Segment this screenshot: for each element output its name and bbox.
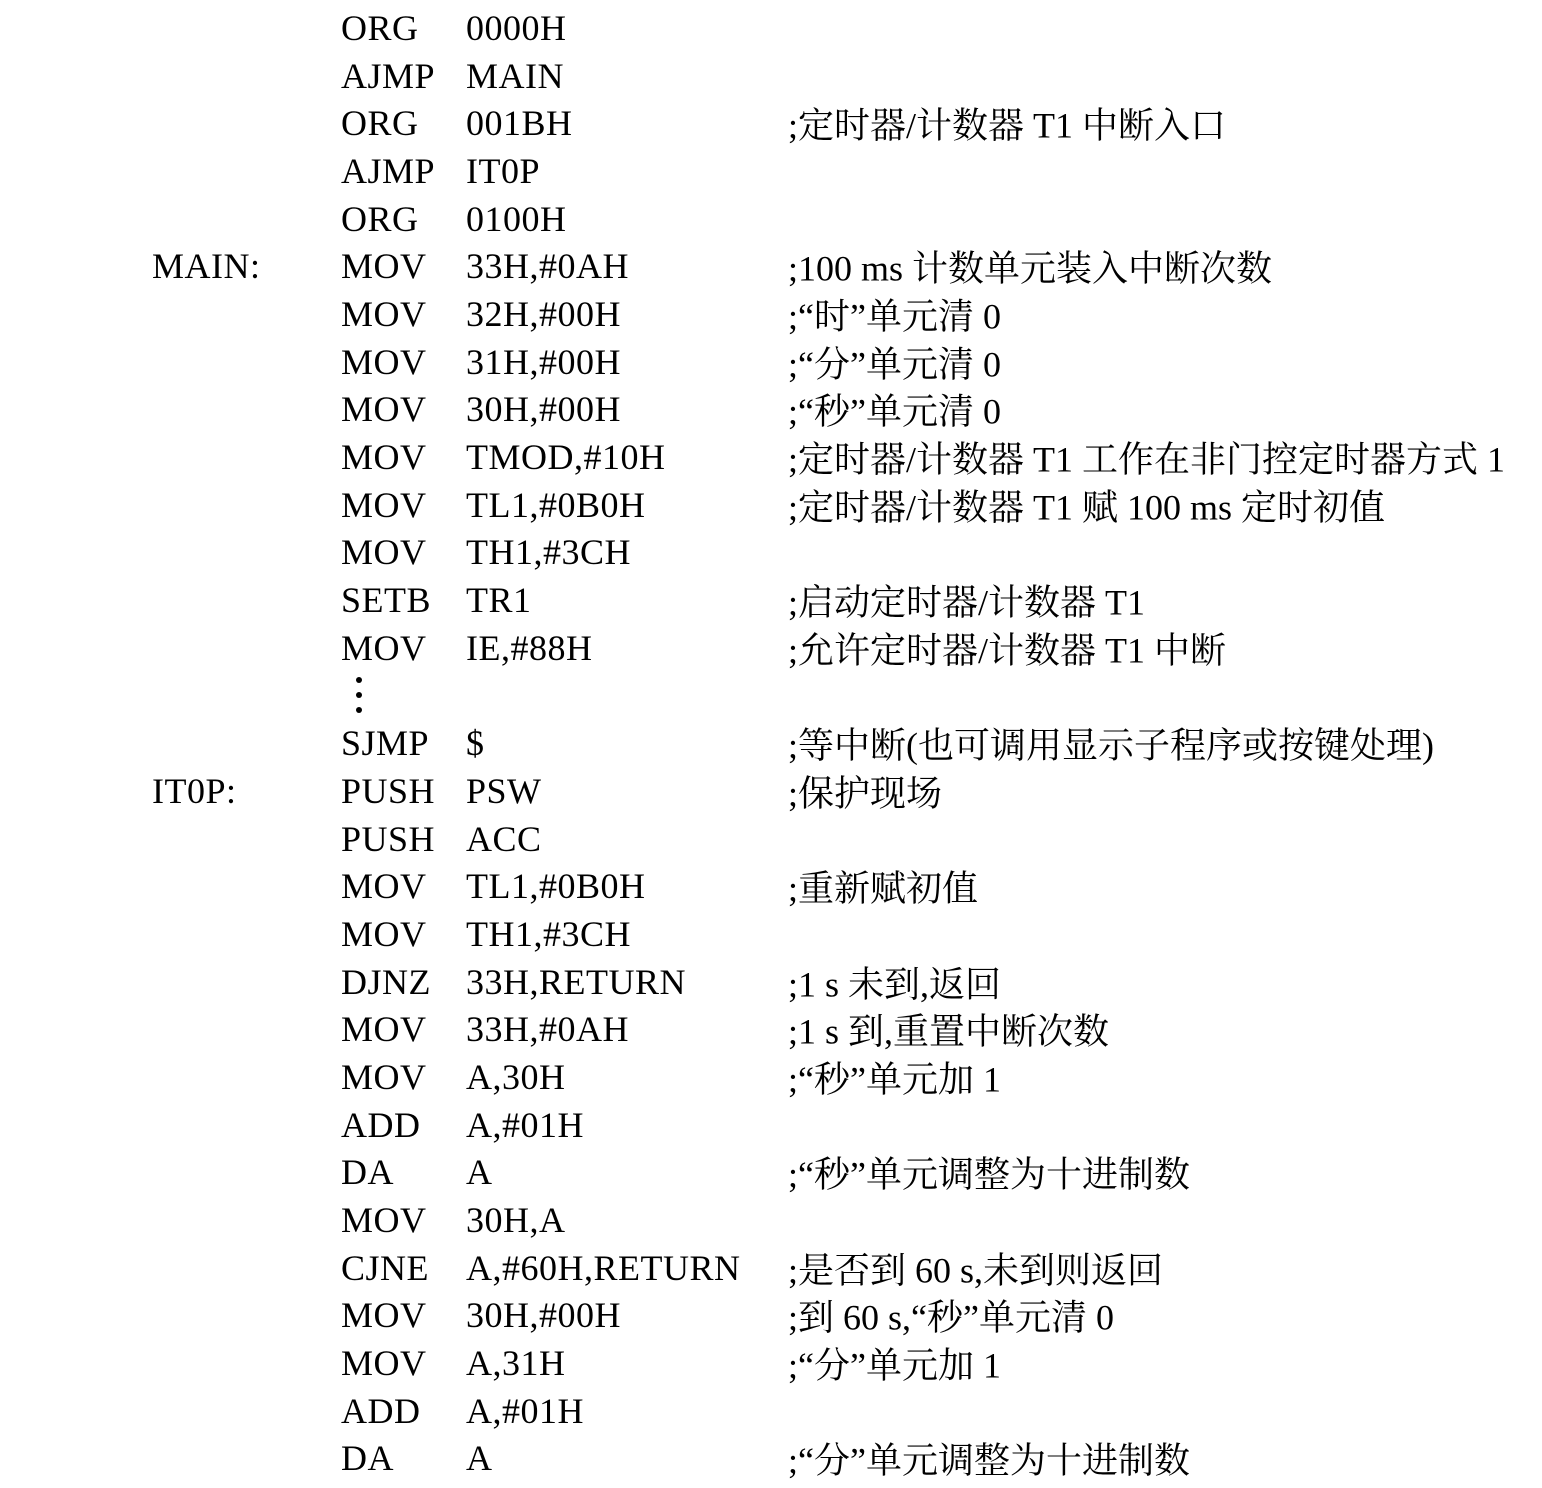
opcode-text: MOV [341, 627, 427, 668]
comment-text: ;允许定时器/计数器 T1 中断 [788, 630, 1226, 671]
code-line [0, 52, 1542, 100]
code-line [0, 4, 1542, 52]
opcode-text: MOV [341, 484, 427, 525]
opcode-text: MOV [341, 532, 427, 573]
operand-text: 33H,#0AH [466, 1009, 629, 1050]
comment-text: ;等中断(也可调用显示子程序或按键处理) [788, 725, 1434, 766]
code-line [0, 386, 1542, 434]
code-line [0, 1339, 1542, 1387]
opcode-text: PUSH [341, 770, 436, 811]
code-line [0, 1435, 1542, 1483]
operand-text: A,#01H [466, 1390, 584, 1431]
code-line [0, 1053, 1542, 1101]
opcode-text: ORG [341, 198, 419, 239]
operand-text: 31H,#00H [466, 341, 621, 382]
operand-text: A [466, 1438, 493, 1479]
code-line [0, 242, 1542, 290]
opcode-text: MOV [341, 1295, 427, 1336]
code-label: IT0P: [152, 770, 237, 811]
opcode-text: MOV [341, 866, 427, 907]
code-line [0, 576, 1542, 624]
opcode-text: ORG [341, 103, 419, 144]
code-line [0, 481, 1542, 529]
code-line [0, 862, 1542, 910]
code-line [0, 672, 1542, 720]
opcode-text: MOV [341, 341, 427, 382]
code-line [0, 99, 1542, 147]
code-line [0, 433, 1542, 481]
code-line [0, 1196, 1542, 1244]
opcode-text: ADD [341, 1390, 421, 1431]
opcode-text: MOV [341, 246, 427, 287]
operand-text: 32H,#00H [466, 293, 621, 334]
opcode-text: MOV [341, 1343, 427, 1384]
opcode-text: MOV [341, 913, 427, 954]
operand-text: A [466, 1152, 493, 1193]
opcode-text: SJMP [341, 723, 430, 764]
operand-text: TH1,#3CH [466, 913, 631, 954]
comment-text: ;保护现场 [788, 773, 943, 814]
operand-text: TMOD,#10H [466, 437, 666, 478]
opcode-text: MOV [341, 1009, 427, 1050]
code-line [0, 195, 1542, 243]
operand-text: MAIN [466, 55, 564, 96]
operand-text: 001BH [466, 103, 573, 144]
comment-text: ;启动定时器/计数器 T1 [788, 582, 1145, 623]
operand-text: A,31H [466, 1343, 566, 1384]
operand-text: 33H,#0AH [466, 246, 629, 287]
comment-text: ;到 60 s,“秒”单元清 0 [788, 1297, 1114, 1338]
comment-text: ;“秒”单元调整为十进制数 [788, 1154, 1190, 1195]
code-line [0, 958, 1542, 1006]
comment-text: ;“分”单元加 1 [788, 1345, 1001, 1386]
operand-text: TL1,#0B0H [466, 484, 646, 525]
code-line [0, 290, 1542, 338]
operand-text: PSW [466, 770, 542, 811]
operand-text: 0100H [466, 198, 567, 239]
operand-text: A,#01H [466, 1104, 584, 1145]
opcode-text: DA [341, 1152, 394, 1193]
operand-text: 33H,RETURN [466, 961, 686, 1002]
code-label: MAIN: [152, 246, 261, 287]
code-line [0, 1292, 1542, 1340]
comment-text: ;定时器/计数器 T1 中断入口 [788, 105, 1226, 146]
opcode-text: MOV [341, 389, 427, 430]
opcode-text: MOV [341, 1056, 427, 1097]
code-line [0, 767, 1542, 815]
operand-text: TH1,#3CH [466, 532, 631, 573]
opcode-text: MOV [341, 1200, 427, 1241]
code-line [0, 1101, 1542, 1149]
code-line [0, 815, 1542, 863]
comment-text: ;100 ms 计数单元装入中断次数 [788, 248, 1273, 289]
vertical-ellipsis-mark [356, 677, 362, 713]
code-line [0, 1387, 1542, 1435]
comment-text: ;“时”单元清 0 [788, 296, 1001, 337]
operand-text: A,#60H,RETURN [466, 1247, 741, 1288]
comment-text: ;1 s 未到,返回 [788, 964, 1002, 1005]
comment-text: ;重新赋初值 [788, 868, 979, 909]
code-line [0, 1005, 1542, 1053]
comment-text: ;定时器/计数器 T1 工作在非门控定时器方式 1 [788, 439, 1505, 480]
operand-text: $ [466, 723, 485, 764]
operand-text: TL1,#0B0H [466, 866, 646, 907]
assembly-code-listing [0, 4, 1542, 1488]
opcode-text: CJNE [341, 1247, 430, 1288]
opcode-text: AJMP [341, 55, 436, 96]
opcode-text: MOV [341, 293, 427, 334]
opcode-text: ADD [341, 1104, 421, 1145]
opcode-text: SETB [341, 580, 432, 621]
code-line [0, 147, 1542, 195]
opcode-text: ORG [341, 7, 419, 48]
comment-text: ;“秒”单元加 1 [788, 1059, 1001, 1100]
operand-text: 0000H [466, 7, 567, 48]
comment-text: ;“分”单元清 0 [788, 344, 1001, 385]
operand-text: IT0P [466, 150, 540, 191]
operand-text: IE,#88H [466, 627, 593, 668]
opcode-text: DJNZ [341, 961, 431, 1002]
comment-text: ;1 s 到,重置中断次数 [788, 1011, 1110, 1052]
operand-text: TR1 [466, 580, 532, 621]
comment-text: ;定时器/计数器 T1 赋 100 ms 定时初值 [788, 487, 1386, 528]
code-line [0, 624, 1542, 672]
operand-text: A,30H [466, 1056, 566, 1097]
code-line [0, 1149, 1542, 1197]
operand-text: ACC [466, 818, 542, 859]
operand-text: 30H,A [466, 1200, 566, 1241]
opcode-text: DA [341, 1438, 394, 1479]
code-line [0, 1244, 1542, 1292]
comment-text: ;“分”单元调整为十进制数 [788, 1440, 1190, 1481]
comment-text: ;是否到 60 s,未到则返回 [788, 1250, 1164, 1291]
opcode-text: MOV [341, 437, 427, 478]
code-line [0, 338, 1542, 386]
opcode-text: PUSH [341, 818, 436, 859]
code-line [0, 529, 1542, 577]
comment-text: ;“秒”单元清 0 [788, 391, 1001, 432]
code-line [0, 719, 1542, 767]
operand-text: 30H,#00H [466, 389, 621, 430]
opcode-text: AJMP [341, 150, 436, 191]
operand-text: 30H,#00H [466, 1295, 621, 1336]
code-line [0, 910, 1542, 958]
